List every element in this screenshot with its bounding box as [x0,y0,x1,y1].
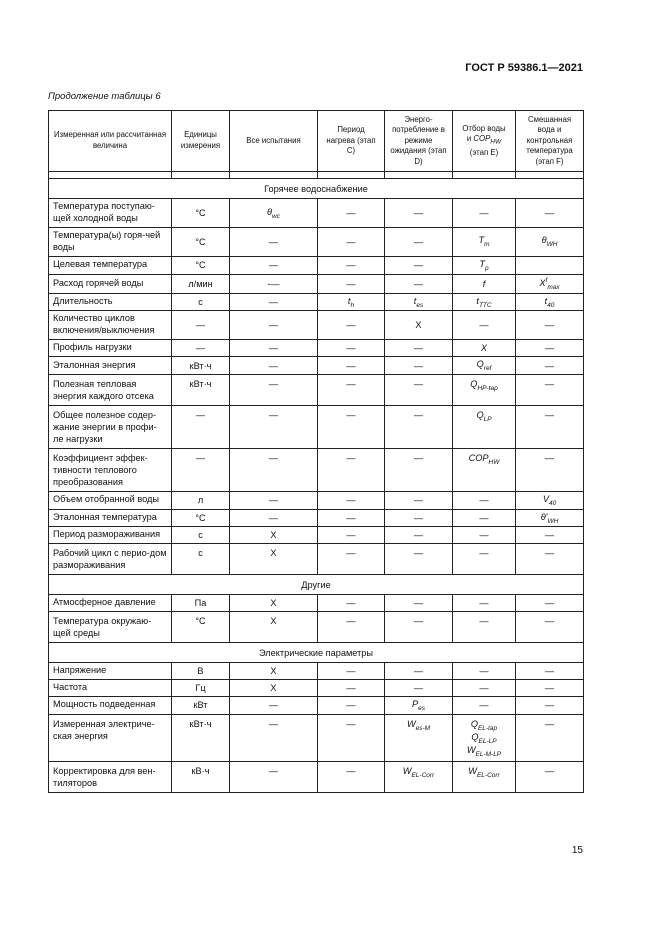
table-row: Измеренная электриче-ская энергия кВт·ч — — $W_{es-M}$ $Q_{EL-tap}$ $Q_{EL-LP}$ $W_{EL-M-LP}$ — [49,714,584,761]
table-row: Длительность с — $t_h$ $t_{es}$ $t_{TTC}$ $t_{40}$ [49,293,584,311]
table-row: Температура поступаю-щей холодной воды °С $\theta_{wc}$ — — — — [49,199,584,228]
section-other: Другие [49,575,584,595]
table-row: Температура окружаю-щей среды °С X — — — — [49,612,584,643]
table-row: Количество циклов включения/выключения — — — X — — [49,311,584,340]
table-row: Рабочий цикл с перио-дом размораживания с X — — — — [49,544,584,575]
table-row: Профиль нагрузки — — — — X — [49,340,584,357]
page-number: 15 [571,845,583,856]
table-row: Атмосферное давление Па X — — — — [49,595,584,612]
section-row [49,643,584,663]
col-header-all-tests: Все испытания [230,111,318,172]
col-header-quantity: Измеренная или рассчитанная величина [49,111,172,172]
table-header-row [49,111,584,172]
table-row: Эталонная температура °С — — — — $\theta'_{WH}$ [49,509,584,527]
col-header-stage-f: Смешанная вода и контрольная температура (этап F) [516,111,584,172]
table-row: Коэффициент эффек-тивности теплового преобразования — — — — $COP_{HW}$ — [49,448,584,491]
table-row: Эталонная энергия кВт·ч — — — $Q_{ref}$ — [49,357,584,375]
table-row: Температура(ы) горя-чей воды °С — — — $T_m$ $\theta_{WH}$ [49,227,584,256]
table-row: Мощность подведенная кВт — — $P_{es}$ — — [49,696,584,714]
table-row: Целевая температура °С — — — $T_p$ [49,256,584,274]
table-row: Корректировка для вен-тиляторов кВ·ч — — $W_{EL-Corr}$ $W_{EL-Corr}$ — [49,761,584,792]
table-row: Частота Гц X — — — — [49,680,584,697]
section-row [49,179,584,199]
table-row: Расход горячей воды л/мин -— — — f $X^f_{max}$ [49,274,584,293]
standard-number: ГОСТ Р 59386.1—2021 [465,62,583,74]
table-row: Полезная тепловая энергия каждого отсека кВт·ч — — — $Q_{HP-tap}$ — [49,375,584,406]
table-caption: Продолжение таблицы 6 [48,91,161,102]
table-row: Объем отобранной воды л — — — — $V_{40}$ [49,491,584,509]
header-spacer-row [49,172,584,179]
parameters-table [48,110,584,793]
col-header-stage-d: Энерго-потребление в режиме ожидания (этап D) [385,111,453,172]
table-row: Общее полезное содер-жание энергии в профи-ле нагрузки — — — — $Q_{LP}$ — [49,405,584,448]
col-header-units: Единицы измерения [172,111,230,172]
table-row: Напряжение В X — — — — [49,663,584,680]
table-row: Период размораживания с X — — — — [49,527,584,544]
col-header-stage-e: Отбор воды и $COP_{HW}$ (этап Е) [453,111,516,172]
section-row [49,575,584,595]
section-hot-water: Горячее водоснабжение [49,179,584,199]
col-header-stage-c: Период нагрева (этап С) [318,111,385,172]
section-electrical: Электрические параметры [49,643,584,663]
